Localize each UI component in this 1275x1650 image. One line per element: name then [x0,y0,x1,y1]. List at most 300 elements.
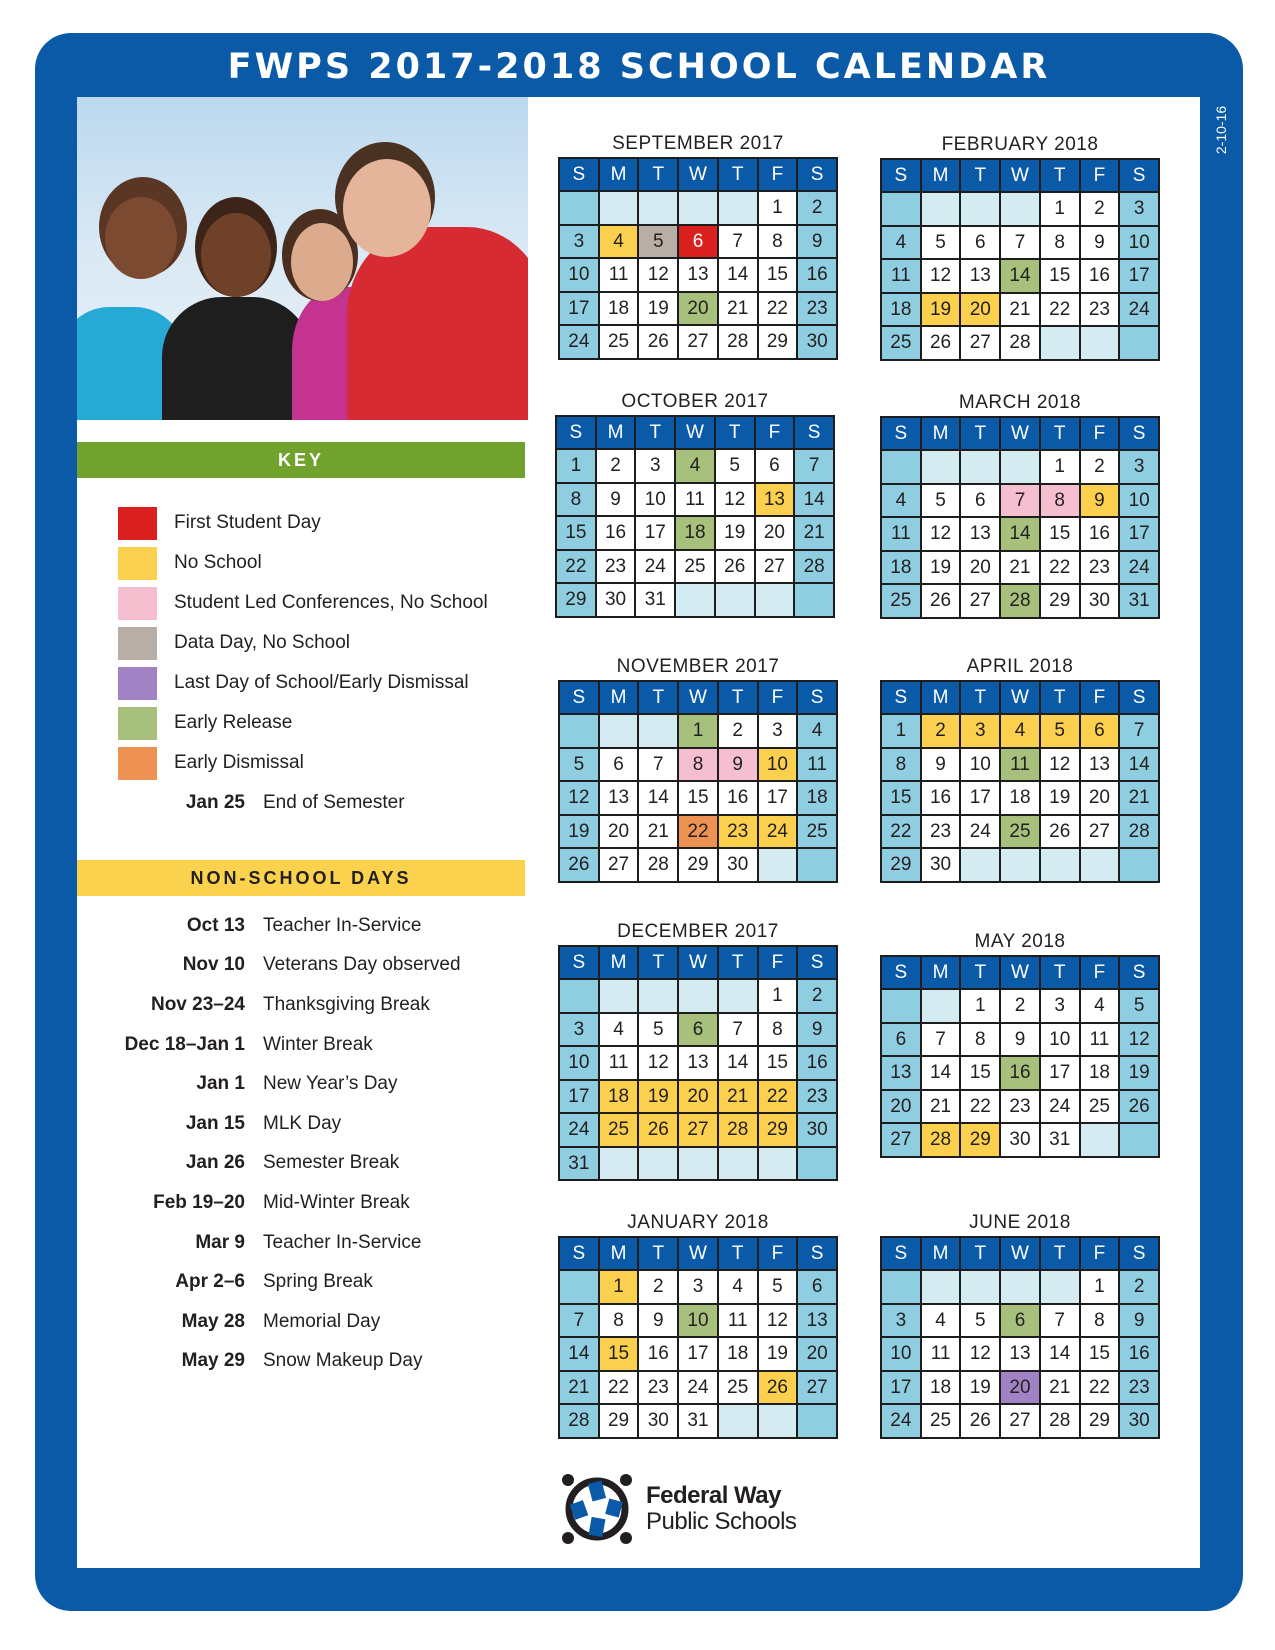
empty-day-cell [716,584,754,616]
day-cell: 1 [557,450,595,482]
day-cell: 16 [719,782,757,814]
day-cell: 5 [1041,715,1079,747]
key-label: Early Release [174,712,293,733]
day-cell: 5 [639,226,677,258]
day-cell: 24 [882,1405,920,1437]
day-cell: 25 [1001,816,1039,848]
non-school-day-text: Memorial Day [263,1310,381,1332]
day-cell: 10 [961,749,999,781]
day-cell: 21 [1001,552,1039,584]
day-cell: 28 [1001,327,1039,359]
day-cell: 16 [798,1047,836,1079]
color-swatch [118,627,157,660]
weekday-header: T [639,1238,677,1269]
day-cell: 4 [882,485,920,517]
weekday-header: T [716,417,754,448]
empty-day-cell [1001,451,1039,483]
weekday-header: M [600,682,638,713]
logo-mark-icon [560,1472,634,1546]
day-cell: 6 [679,226,717,258]
day-cell: 23 [719,816,757,848]
day-cell: 4 [1001,715,1039,747]
day-cell: 26 [922,585,960,617]
day-cell: 4 [1081,990,1119,1022]
day-cell: 27 [961,327,999,359]
weekday-header: W [1001,1238,1039,1269]
day-cell: 26 [639,1114,677,1146]
day-cell: 2 [1081,451,1119,483]
empty-day-cell [922,1271,960,1303]
weekday-header: T [961,418,999,449]
day-cell: 28 [1041,1405,1079,1437]
day-cell: 18 [600,1081,638,1113]
day-cell: 8 [1081,1305,1119,1337]
day-cell: 6 [798,1271,836,1303]
month-title: MAY 2018 [974,931,1066,952]
day-cell: 16 [1120,1338,1158,1370]
empty-day-cell [759,849,797,881]
day-cell: 8 [1041,227,1079,259]
day-cell: 20 [961,552,999,584]
empty-day-cell [600,192,638,224]
day-cell: 8 [557,484,595,516]
day-cell: 20 [1081,782,1119,814]
weekday-header: T [639,947,677,978]
day-cell: 8 [679,749,717,781]
day-cell: 4 [719,1271,757,1303]
day-cell: 2 [798,192,836,224]
day-cell: 4 [882,227,920,259]
non-school-day-text: Thanksgiving Break [263,993,430,1015]
day-cell: 8 [1041,485,1079,517]
empty-day-cell [676,584,714,616]
day-cell: 14 [795,484,833,516]
day-cell: 30 [719,849,757,881]
day-cell: 24 [759,816,797,848]
day-cell: 3 [961,715,999,747]
day-cell: 3 [560,1014,598,1046]
empty-day-cell [759,1148,797,1180]
non-school-day-date: Nov 10 [182,954,245,976]
day-cell: 14 [1001,260,1039,292]
day-cell: 14 [719,1047,757,1079]
day-cell: 11 [882,518,920,550]
non-school-day-text: Teacher In-Service [263,914,422,936]
day-cell: 18 [882,294,920,326]
day-cell: 29 [759,326,797,358]
day-cell: 21 [922,1091,960,1123]
day-cell: 25 [922,1405,960,1437]
weekday-header: F [1081,1238,1119,1269]
weekday-header: W [1001,418,1039,449]
month-grid [555,415,835,618]
day-cell: 16 [922,782,960,814]
day-cell: 11 [798,749,836,781]
day-cell: 26 [1120,1091,1158,1123]
key-item [118,663,488,703]
day-cell: 10 [882,1338,920,1370]
month-grid [558,680,838,883]
day-cell: 2 [798,980,836,1012]
day-cell: 11 [719,1305,757,1337]
day-cell: 13 [679,259,717,291]
day-cell: 26 [639,326,677,358]
day-cell: 8 [759,226,797,258]
day-cell: 19 [1041,782,1079,814]
day-cell: 27 [961,585,999,617]
day-cell: 9 [639,1305,677,1337]
day-cell: 5 [759,1271,797,1303]
month-grid [558,157,838,360]
non-school-day-date: Feb 19–20 [153,1191,245,1213]
non-school-day-text: Veterans Day observed [263,954,461,976]
day-cell: 25 [600,326,638,358]
weekday-header: T [961,160,999,191]
day-cell: 27 [679,1114,717,1146]
day-cell: 24 [1041,1091,1079,1123]
day-cell: 5 [716,450,754,482]
day-cell: 21 [560,1372,598,1404]
color-swatch [118,707,157,740]
day-cell: 24 [636,551,674,583]
day-cell: 21 [639,816,677,848]
weekday-header: S [882,1238,920,1269]
day-cell: 22 [600,1372,638,1404]
day-cell: 28 [639,849,677,881]
empty-day-cell [1081,327,1119,359]
weekday-header: W [1001,957,1039,988]
day-cell: 25 [676,551,714,583]
day-cell: 30 [1001,1124,1039,1156]
day-cell: 30 [922,849,960,881]
day-cell: 6 [600,749,638,781]
day-cell: 29 [679,849,717,881]
month-calendar [880,1209,1160,1439]
empty-day-cell [756,584,794,616]
key-label: Early Dismissal [174,752,304,773]
weekday-header: F [759,947,797,978]
empty-day-cell [1081,1124,1119,1156]
non-school-day-text: Teacher In-Service [263,1231,422,1253]
weekday-header: S [795,417,833,448]
non-school-day-date: May 28 [181,1310,245,1332]
day-cell: 12 [922,260,960,292]
day-cell: 3 [882,1305,920,1337]
day-cell: 19 [1120,1057,1158,1089]
day-cell: 20 [679,293,717,325]
weekday-header: M [600,947,638,978]
weekday-header: F [759,682,797,713]
non-school-day-row [100,1025,461,1065]
day-cell: 28 [922,1124,960,1156]
day-cell: 24 [1120,552,1158,584]
day-cell: 29 [1041,585,1079,617]
day-cell: 17 [759,782,797,814]
day-cell: 22 [759,1081,797,1113]
month-title: DECEMBER 2017 [617,921,779,942]
logo-text: Federal Way Public Schools [646,1482,797,1535]
day-cell: 6 [756,450,794,482]
weekday-header: T [636,417,674,448]
non-school-day-date: Jan 15 [185,1112,245,1134]
weekday-header: T [961,1238,999,1269]
day-cell: 13 [961,260,999,292]
empty-day-cell [961,451,999,483]
day-cell: 14 [639,782,677,814]
day-cell: 28 [1001,585,1039,617]
weekday-header: S [1120,160,1158,191]
day-cell: 13 [600,782,638,814]
day-cell: 16 [1081,518,1119,550]
non-school-day-row [100,946,461,986]
day-cell: 11 [600,1047,638,1079]
empty-day-cell [1001,1271,1039,1303]
day-cell: 17 [560,293,598,325]
day-cell: 6 [961,227,999,259]
day-cell: 10 [560,1047,598,1079]
non-school-day-text: Spring Break [263,1271,373,1293]
weekday-header: T [639,159,677,190]
day-cell: 25 [719,1372,757,1404]
month-grid [880,416,1160,619]
day-cell: 22 [679,816,717,848]
day-cell: 10 [679,1305,717,1337]
weekday-header: T [1041,682,1079,713]
day-cell: 2 [1081,193,1119,225]
month-calendar [555,388,835,618]
day-cell: 21 [1001,294,1039,326]
day-cell: 7 [560,1305,598,1337]
non-school-day-date: Jan 26 [185,1152,245,1174]
weekday-header: S [560,947,598,978]
day-cell: 30 [1120,1405,1158,1437]
empty-day-cell [1001,193,1039,225]
month-calendar [880,928,1160,1158]
day-cell: 11 [1081,1024,1119,1056]
day-cell: 26 [759,1372,797,1404]
empty-day-cell [639,1148,677,1180]
day-cell: 1 [679,715,717,747]
day-cell: 23 [922,816,960,848]
weekday-header: S [560,159,598,190]
day-cell: 18 [798,782,836,814]
day-cell: 6 [1081,715,1119,747]
key-label: First Student Day [174,512,321,533]
day-cell: 10 [1120,227,1158,259]
day-cell: 17 [882,1372,920,1404]
day-cell: 26 [961,1405,999,1437]
day-cell: 4 [922,1305,960,1337]
color-swatch [118,667,157,700]
weekday-header: S [1120,1238,1158,1269]
day-cell: 30 [798,326,836,358]
key-item [118,623,488,663]
day-cell: 19 [716,517,754,549]
empty-day-cell [639,715,677,747]
day-cell: 23 [639,1372,677,1404]
month-title: MARCH 2018 [958,392,1082,413]
day-cell: 17 [961,782,999,814]
day-cell: 23 [1081,294,1119,326]
non-school-day-date: Mar 9 [195,1231,245,1253]
day-cell: 27 [756,551,794,583]
day-cell: 7 [1041,1305,1079,1337]
day-cell: 27 [679,326,717,358]
day-cell: 29 [1081,1405,1119,1437]
day-cell: 9 [798,1014,836,1046]
weekday-header: S [798,1238,836,1269]
month-title: JANUARY 2018 [627,1212,769,1233]
weekday-header: T [961,682,999,713]
day-cell: 20 [1001,1372,1039,1404]
day-cell: 12 [1041,749,1079,781]
day-cell: 28 [795,551,833,583]
day-cell: 10 [560,259,598,291]
weekday-header: M [597,417,635,448]
month-calendar [880,653,1160,883]
weekday-header: S [557,417,595,448]
day-cell: 17 [636,517,674,549]
day-cell: 1 [759,192,797,224]
day-cell: 7 [795,450,833,482]
day-cell: 3 [1041,990,1079,1022]
empty-day-cell [882,451,920,483]
day-cell: 10 [636,484,674,516]
day-cell: 15 [759,1047,797,1079]
semester-note [100,783,405,823]
day-cell: 1 [882,715,920,747]
non-school-day-row [100,1064,461,1104]
empty-day-cell [719,1148,757,1180]
day-cell: 22 [1041,552,1079,584]
day-cell: 1 [600,1271,638,1303]
weekday-header: M [922,418,960,449]
day-cell: 12 [716,484,754,516]
key-label: Student Led Conferences, No School [174,592,488,613]
day-cell: 6 [1001,1305,1039,1337]
weekday-header: T [1041,957,1079,988]
day-cell: 5 [560,749,598,781]
day-cell: 20 [798,1338,836,1370]
empty-day-cell [600,715,638,747]
weekday-header: S [560,682,598,713]
non-school-day-date: Nov 23–24 [150,993,245,1015]
day-cell: 18 [882,552,920,584]
day-cell: 17 [1120,260,1158,292]
day-cell: 9 [1120,1305,1158,1337]
key-label: No School [174,552,262,573]
day-cell: 15 [1041,260,1079,292]
day-cell: 22 [557,551,595,583]
empty-day-cell [882,1271,920,1303]
color-swatch [118,507,157,540]
day-cell: 2 [1120,1271,1158,1303]
weekday-header: S [1120,957,1158,988]
day-cell: 10 [1041,1024,1079,1056]
key-legend [118,503,488,783]
weekday-header: S [1120,682,1158,713]
day-cell: 21 [1041,1372,1079,1404]
day-cell: 2 [639,1271,677,1303]
day-cell: 9 [719,749,757,781]
empty-day-cell [1120,1124,1158,1156]
day-cell: 24 [679,1372,717,1404]
weekday-header: T [719,947,757,978]
day-cell: 15 [882,782,920,814]
day-cell: 13 [882,1057,920,1089]
day-cell: 13 [1001,1338,1039,1370]
day-cell: 17 [1120,518,1158,550]
day-cell: 21 [795,517,833,549]
day-cell: 25 [798,816,836,848]
day-cell: 18 [1001,782,1039,814]
weekday-header: F [1081,160,1119,191]
day-cell: 12 [922,518,960,550]
color-swatch [118,747,157,780]
non-school-day-row [100,1223,461,1263]
day-cell: 13 [961,518,999,550]
day-cell: 15 [1041,518,1079,550]
day-cell: 14 [922,1057,960,1089]
empty-day-cell [798,1405,836,1437]
day-cell: 8 [600,1305,638,1337]
day-cell: 7 [719,1014,757,1046]
day-cell: 11 [1001,749,1039,781]
empty-day-cell [759,1405,797,1437]
weekday-header: S [1120,418,1158,449]
day-cell: 14 [560,1338,598,1370]
weekday-header: F [759,159,797,190]
day-cell: 22 [759,293,797,325]
month-grid [880,680,1160,883]
day-cell: 1 [1041,193,1079,225]
month-calendar [880,131,1160,361]
day-cell: 23 [597,551,635,583]
day-cell: 21 [1120,782,1158,814]
day-cell: 9 [1001,1024,1039,1056]
day-cell: 7 [719,226,757,258]
key-item [118,503,488,543]
day-cell: 15 [759,259,797,291]
month-grid [558,1236,838,1439]
empty-day-cell [1120,327,1158,359]
day-cell: 9 [1081,227,1119,259]
non-school-day-date: May 29 [181,1350,245,1372]
day-cell: 19 [639,293,677,325]
weekday-header: T [961,957,999,988]
day-cell: 14 [1001,518,1039,550]
weekday-header: S [882,418,920,449]
day-cell: 7 [639,749,677,781]
day-cell: 28 [719,1114,757,1146]
day-cell: 27 [600,849,638,881]
empty-day-cell [679,1148,717,1180]
day-cell: 11 [882,260,920,292]
day-cell: 30 [1081,585,1119,617]
day-cell: 23 [1001,1091,1039,1123]
day-cell: 4 [600,226,638,258]
day-cell: 23 [798,293,836,325]
day-cell: 27 [1001,1405,1039,1437]
day-cell: 12 [759,1305,797,1337]
weekday-header: M [600,1238,638,1269]
day-cell: 7 [922,1024,960,1056]
key-label: Last Day of School/Early Dismissal [174,672,469,693]
day-cell: 17 [679,1338,717,1370]
day-cell: 13 [1081,749,1119,781]
day-cell: 30 [798,1114,836,1146]
day-cell: 22 [882,816,920,848]
